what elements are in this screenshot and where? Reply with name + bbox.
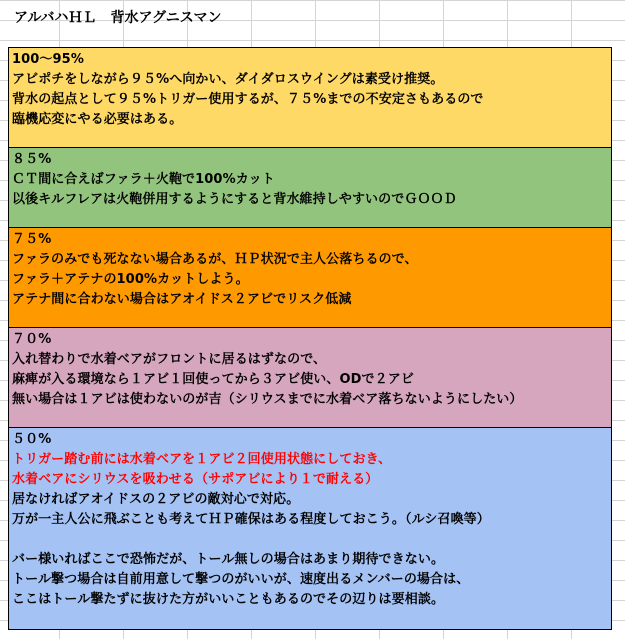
phase-line: 万が一主人公に飛ぶことも考えてＨＰ確保はある程度しておこう。（ルシ召喚等） (12, 512, 490, 527)
phase-line: ＣＴ間に合えばファラ＋火鞄で100%カット (12, 172, 275, 187)
phase-line: アビポチをしながら９５%へ向かい、ダイダロスウイングは素受け推奨。 (12, 72, 444, 87)
phase-heading: ７０% (12, 332, 52, 347)
phase-block-50 (8, 427, 612, 630)
phase-line: 無い場合は１アビは使わないのが吉（シリウスまでに水着ベア落ちないようにしたい） (12, 392, 523, 407)
phase-line: バー様いればここで恐怖だが、トール無しの場合はあまり期待できない。 (12, 552, 445, 567)
phase-block-75 (8, 227, 612, 328)
phase-block-100-95 (8, 47, 612, 148)
phase-block-70 (8, 327, 612, 428)
phase-line: 以後キルフレアは火鞄併用するようにすると背水維持しやすいのでＧＯＯＤ (12, 192, 457, 207)
phase-heading: 100～95% (12, 52, 84, 67)
phase-line-red: トリガー踏む前には水着ベアを１アビ２回使用状態にしておき、 (12, 452, 392, 467)
phase-line: 麻痺が入る環境なら１アビ１回使ってから３アビ使い、ODで２アビ (12, 372, 414, 387)
phase-line: 入れ替わりで水着ベアがフロントに居るはずなので、 (12, 352, 327, 367)
phase-heading: ５０% (12, 432, 52, 447)
phase-heading: ８５% (12, 152, 52, 167)
phase-line: 臨機応変にやる必要はある。 (12, 112, 183, 127)
phase-line: ファラのみでも死なない場合あるが、ＨＰ状況で主人公落ちるので、 (12, 252, 418, 267)
phase-line: トール撃つ場合は自前用意して撃つのがいいが、速度出るメンバーの場合は、 (12, 572, 470, 587)
sheet-title: アルバハＨＬ 背水アグニスマン (14, 10, 222, 26)
blank-line (12, 530, 611, 550)
phase-block-85 (8, 147, 612, 228)
phase-heading: ７５% (12, 232, 52, 247)
phase-line-red: 水着ベアにシリウスを吸わせる（サポアビにより１で耐える） (12, 472, 379, 487)
phase-line: ここはトール撃たずに抜けた方がいいこともあるのでその辺りは要相談。 (12, 592, 445, 607)
phase-line: アテナ間に合わない場合はアオイドス２アビでリスク低減 (12, 292, 352, 307)
phase-line: 背水の起点として９５%トリガー使用するが、７５%までの不安定さもあるので (12, 92, 484, 107)
phase-line: ファラ＋アテナの100%カットしよう。 (12, 272, 249, 287)
phase-line: 居なければアオイドスの２アビの敵対心で対応。 (12, 492, 300, 507)
